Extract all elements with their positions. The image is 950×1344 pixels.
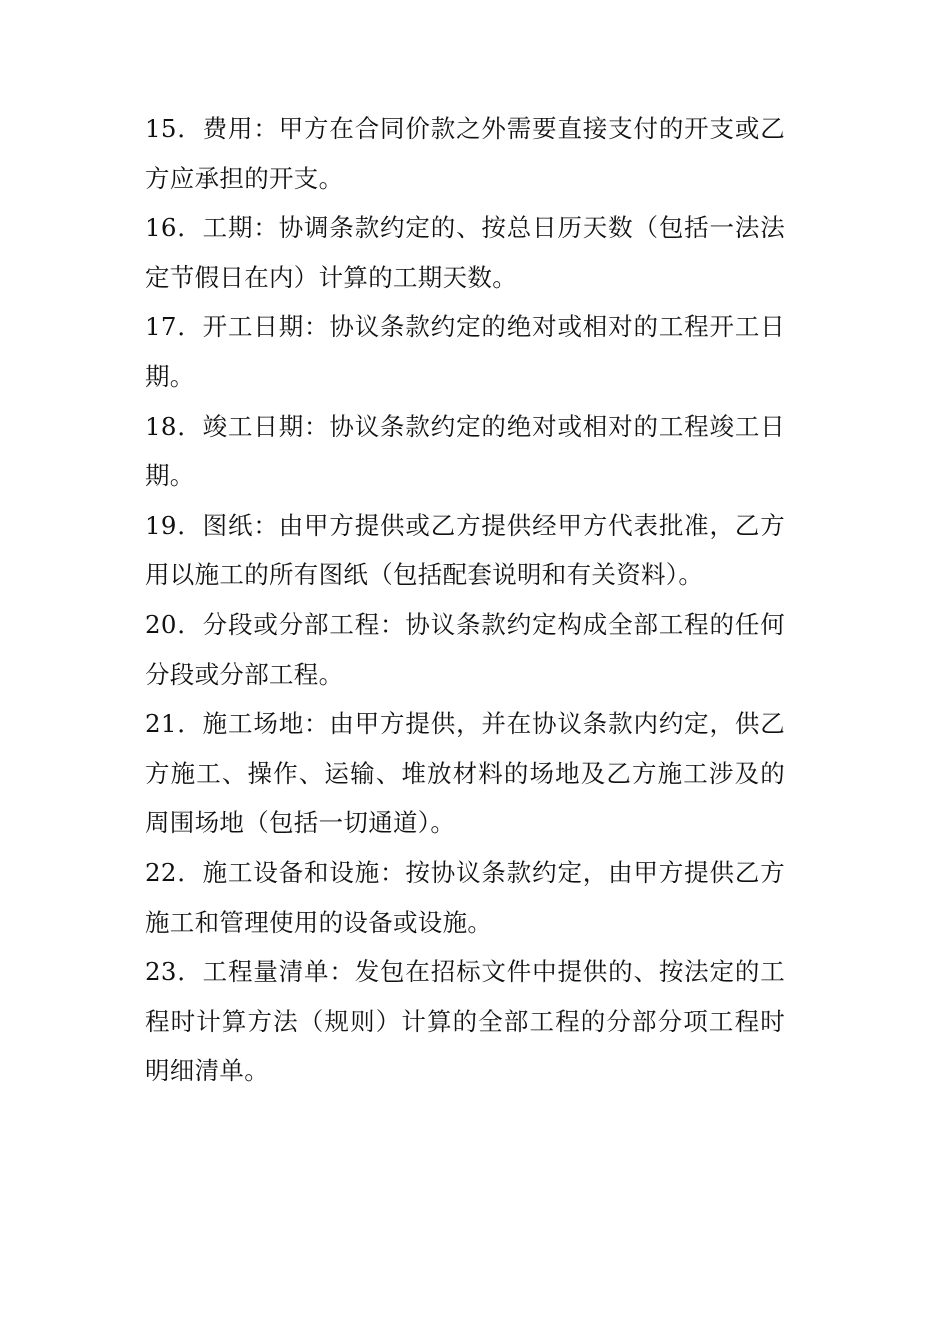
clause-number: 19 [145,510,177,540]
clause-text: ．费用：甲方在合同价款之外需要直接支付的开支或乙方应承担的开支。 [145,114,785,193]
clause-number: 20 [145,609,177,639]
clause-text: ．竣工日期：协议条款约定的绝对或相对的工程竣工日期。 [145,411,785,491]
clause-text: ．工程量清单：发包在招标文件中提供的、按法定的工程时计算方法（规则）计算的全部工程的分部分项工程时明细清单。 [145,957,785,1086]
clause-number: 16 [145,213,177,243]
document-body [145,104,785,1096]
clause-16 [145,203,785,302]
clause-18 [145,402,785,501]
clause-number: 17 [145,312,177,342]
clause-number: 22 [145,857,177,887]
clause-text: ．图纸：由甲方提供或乙方提供经甲方代表批准，乙方用以施工的所有图纸（包括配套说明和有关资料）。 [145,510,785,590]
clause-text: ．开工日期：协议条款约定的绝对或相对的工程开工日期。 [145,312,785,391]
clause-text: ．工期：协调条款约定的、按总日历天数（包括一法法定节假日在内）计算的工期天数。 [145,213,785,292]
clause-15 [145,104,785,203]
clause-number: 18 [145,411,177,441]
clause-20 [145,600,785,699]
clause-19 [145,501,785,600]
clause-number: 23 [145,957,177,987]
clause-number: 21 [145,709,177,739]
clause-text: ．分段或分部工程：协议条款约定构成全部工程的任何分段或分部工程。 [145,609,785,689]
clause-17 [145,302,785,401]
clause-text: ．施工场地：由甲方提供，并在协议条款内约定，供乙方施工、操作、运输、堆放材料的场地及乙方施工涉及的周围场地（包括一切通道）。 [145,709,785,838]
clause-21 [145,699,785,848]
clause-text: ．施工设备和设施：按协议条款约定，由甲方提供乙方施工和管理使用的设备或设施。 [145,857,785,937]
clause-number: 15 [145,114,177,143]
clause-22 [145,848,785,947]
clause-23 [145,947,785,1096]
